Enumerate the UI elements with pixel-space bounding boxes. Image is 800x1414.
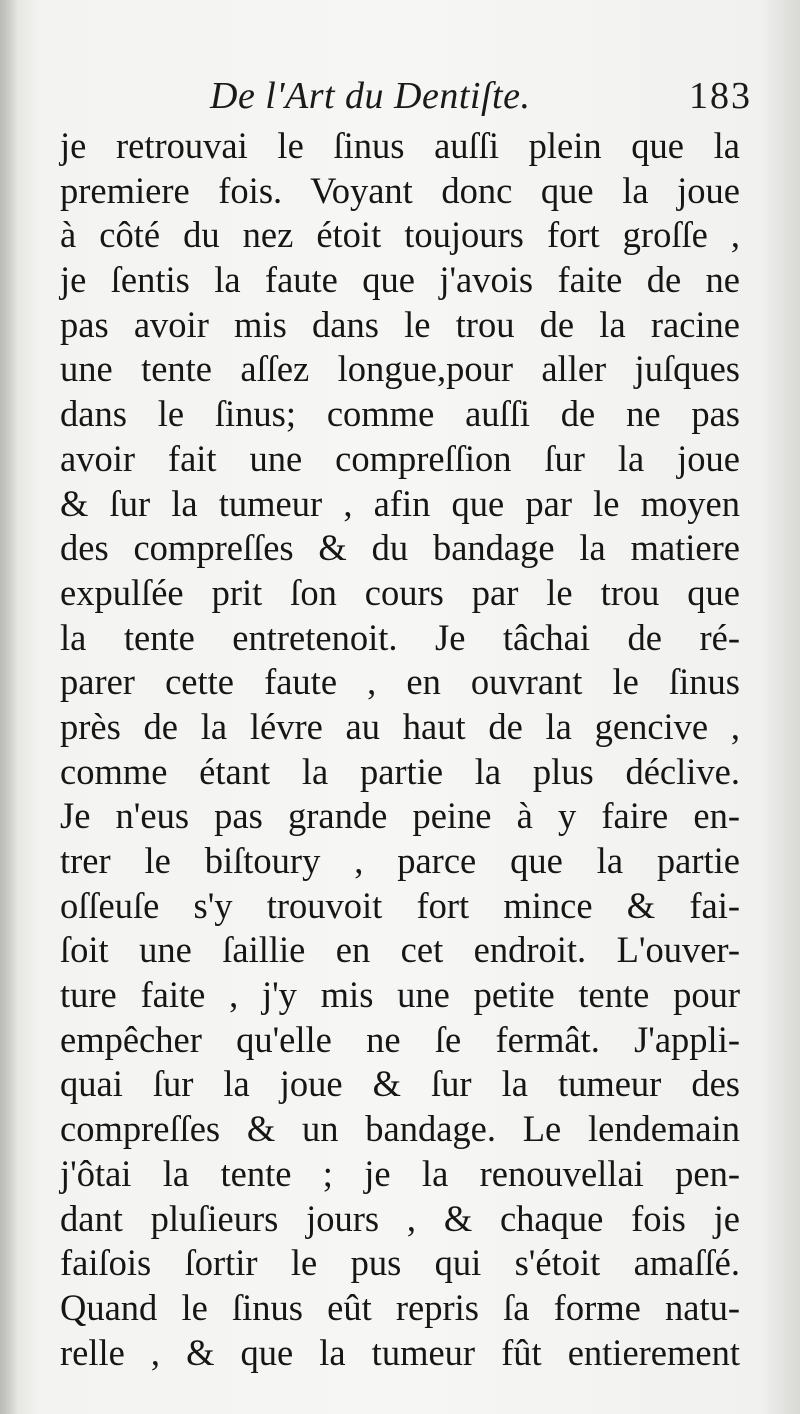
text-line: Quand le ſinus eût repris ſa forme natu- bbox=[60, 1286, 740, 1328]
text-line: premiere fois. Voyant donc que la joue bbox=[60, 169, 740, 211]
text-line: expulſée prit ſon cours par le trou que bbox=[60, 571, 740, 613]
text-line: dant pluſieurs jours , & chaque fois je bbox=[60, 1197, 740, 1239]
text-line: & ſur la tumeur , afin que par le moyen bbox=[60, 482, 740, 524]
text-line: je retrouvai le ſinus auſſi plein que la bbox=[60, 125, 740, 166]
text-line: quai ſur la joue & ſur la tumeur des bbox=[60, 1063, 740, 1105]
text-line: à côté du nez étoit toujours fort groſſe , bbox=[60, 214, 740, 256]
text-line: oſſeuſe s'y trouvoit fort mince & fai- bbox=[60, 884, 740, 926]
text-line: relle , & que la tumeur fût entierement bbox=[60, 1331, 740, 1373]
text-line: j'ôtai la tente ; je la renouvellai pen- bbox=[60, 1152, 740, 1194]
running-title: De l'Art du Dentiſte. bbox=[210, 75, 531, 117]
text-line: des compreſſes & du bandage la matiere bbox=[60, 527, 740, 569]
text-line: je ſentis la faute que j'avois faite de ne bbox=[60, 259, 740, 301]
text-line: une tente aſſez longue,pour aller juſques bbox=[60, 348, 740, 390]
text-line: comme étant la partie la plus déclive. bbox=[60, 750, 740, 792]
text-line: empêcher qu'elle ne ſe fermât. J'appli- bbox=[60, 1018, 740, 1060]
text-line: trer le biſtoury , parce que la partie bbox=[60, 840, 740, 881]
text-line: près de la lévre au haut de la gencive , bbox=[60, 705, 740, 747]
text-line: Je n'eus pas grande peine à y faire en- bbox=[60, 795, 740, 837]
text-line: avoir fait une compreſſion ſur la joue bbox=[60, 437, 740, 479]
page-number: 183 bbox=[689, 75, 752, 117]
text-line: la tente entretenoit. Je tâchai de ré- bbox=[60, 616, 740, 658]
text-line: ſoit une ſaillie en cet endroit. L'ouver- bbox=[60, 929, 740, 971]
running-head bbox=[62, 72, 752, 124]
text-line: compreſſes & un bandage. Le lendemain bbox=[60, 1108, 740, 1150]
text-line: parer cette faute , en ouvrant le ſinus bbox=[60, 661, 740, 703]
body-text bbox=[60, 124, 740, 1375]
text-line: pas avoir mis dans le trou de la racine bbox=[60, 303, 740, 345]
text-line: dans le ſinus; comme auſſi de ne pas bbox=[60, 393, 740, 435]
text-line: ture faite , j'y mis une petite tente pour bbox=[60, 974, 740, 1016]
gutter-shadow bbox=[0, 0, 18, 1414]
text-line: faiſois ſortir le pus qui s'étoit amaſſé. bbox=[60, 1242, 740, 1284]
